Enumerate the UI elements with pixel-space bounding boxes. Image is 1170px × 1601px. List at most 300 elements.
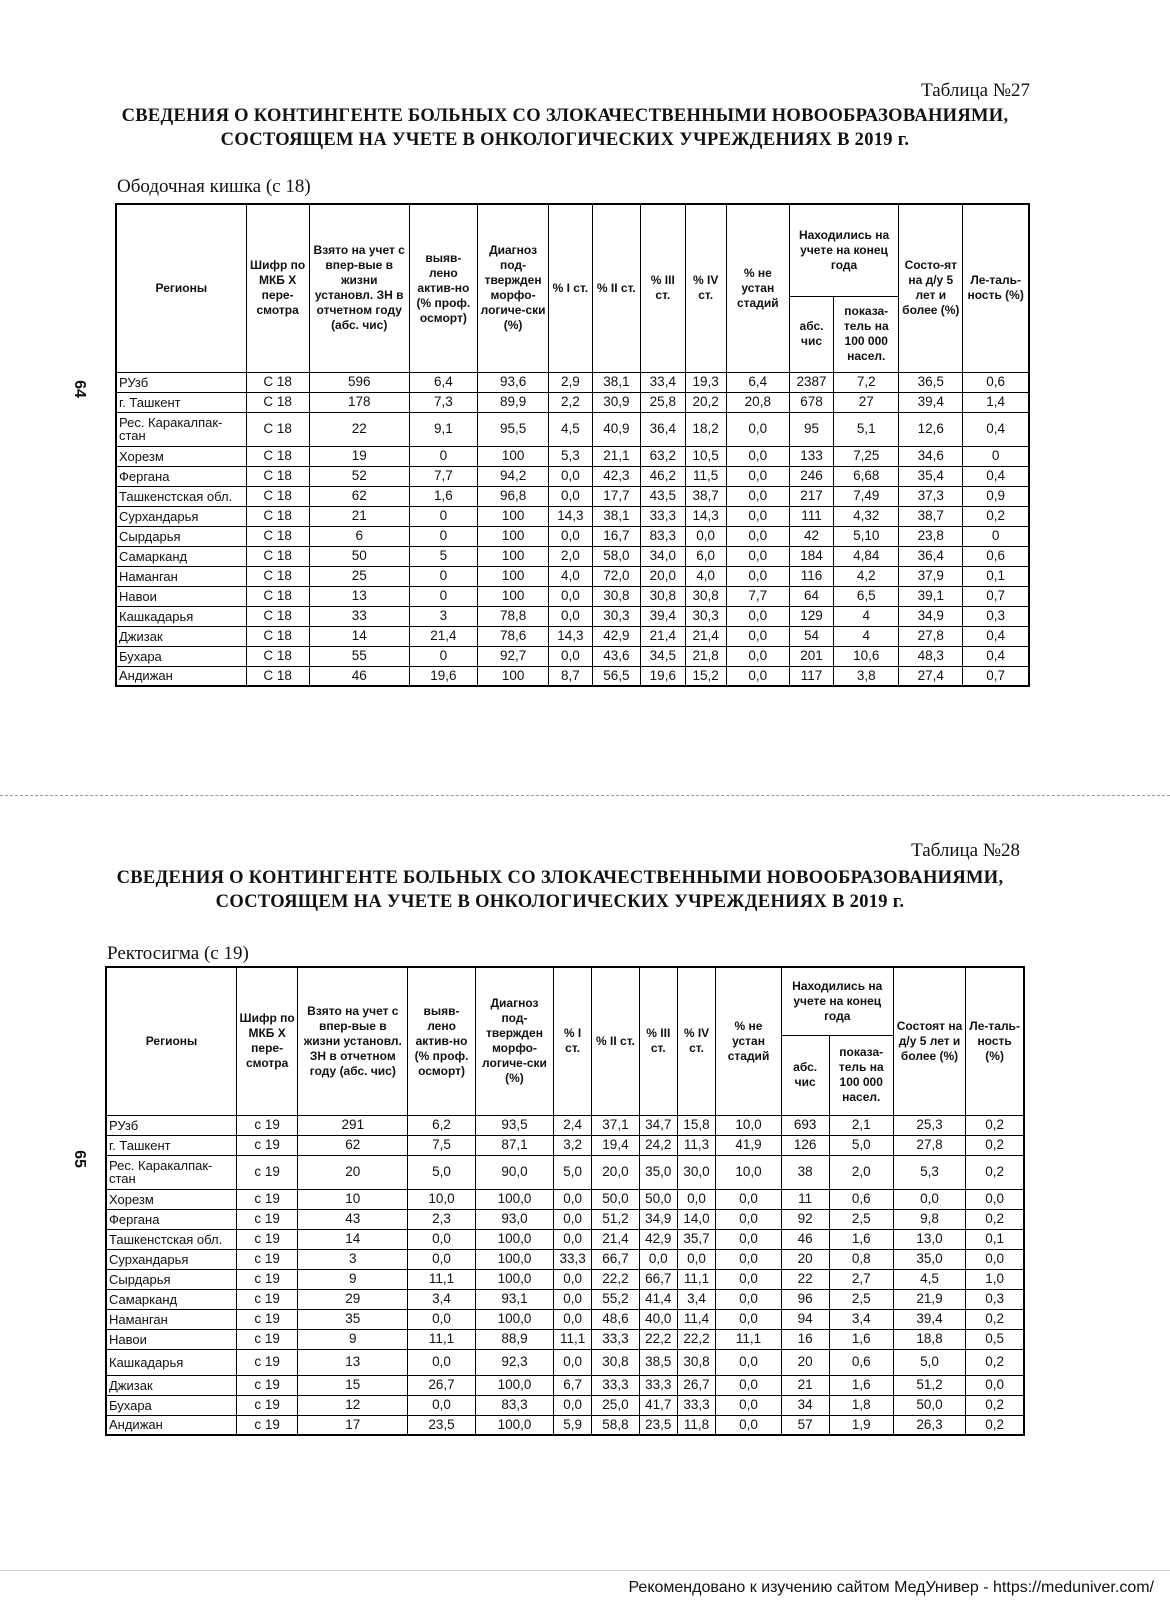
- cell-five-years: 38,7: [899, 506, 963, 526]
- footer-text: Рекомендовано к изучению сайтом МедУнивер - https://meduniver.com/: [628, 1579, 1154, 1596]
- cell-lethality: 0,9: [963, 486, 1029, 506]
- cell-stage-4: 6,0: [685, 546, 726, 566]
- cell-stage-1: 3,2: [554, 1135, 592, 1155]
- cell-active: 3,4: [408, 1289, 475, 1309]
- cell-taken: 14: [298, 1229, 408, 1249]
- cell-region: Наманган: [116, 566, 246, 586]
- cell-five-years: 39,4: [899, 392, 963, 412]
- cell-diagnosis: 100,0: [475, 1309, 554, 1329]
- cell-five-years: 27,8: [893, 1135, 965, 1155]
- cell-diagnosis: 93,5: [475, 1115, 554, 1135]
- cell-abs: 95: [789, 412, 833, 446]
- cell-no-stage: 0,0: [716, 1249, 781, 1269]
- cell-stage-1: 0,0: [549, 486, 592, 506]
- cell-five-years: 21,9: [893, 1289, 965, 1309]
- cell-five-years: 5,3: [893, 1155, 965, 1189]
- cell-stage-2: 19,4: [591, 1135, 639, 1155]
- cell-rate: 27: [834, 392, 899, 412]
- cell-abs: 22: [781, 1269, 829, 1289]
- cell-abs: 21: [781, 1375, 829, 1395]
- header-five-years: Состо-ят на д/у 5 лет и более (%): [899, 204, 963, 372]
- cell-taken: 62: [298, 1135, 408, 1155]
- header-registered-group: Находились на учете на конец года: [789, 204, 898, 296]
- cell-lethality: 0,4: [963, 646, 1029, 666]
- cell-five-years: 27,8: [899, 626, 963, 646]
- cell-stage-4: 11,4: [677, 1309, 716, 1329]
- cell-stage-3: 30,8: [641, 586, 685, 606]
- cell-rate: 7,49: [834, 486, 899, 506]
- header-stage-4: % IV ст.: [677, 967, 716, 1115]
- cell-rate: 1,9: [829, 1415, 893, 1435]
- cell-no-stage: 0,0: [716, 1395, 781, 1415]
- cell-code: С 18: [246, 586, 309, 606]
- cell-diagnosis: 100: [477, 546, 548, 566]
- table-row: [106, 1329, 1024, 1349]
- cell-stage-3: 22,2: [639, 1329, 677, 1349]
- cell-region: Сурхандарья: [116, 506, 246, 526]
- cell-region: Андижан: [116, 666, 246, 686]
- cell-taken: 46: [309, 666, 409, 686]
- header-taken: Взято на учет с впер-вые в жизни установл. ЗН в отчетном году (абс. чис): [309, 204, 409, 372]
- cell-active: 0: [409, 586, 477, 606]
- cell-code: С 18: [246, 446, 309, 466]
- cell-rate: 1,8: [829, 1395, 893, 1415]
- cell-taken: 10: [298, 1189, 408, 1209]
- cell-rate: 4,32: [834, 506, 899, 526]
- cell-stage-2: 56,5: [592, 666, 641, 686]
- table-row: [116, 626, 1029, 646]
- cell-active: 0: [409, 646, 477, 666]
- cell-abs: 64: [789, 586, 833, 606]
- cell-stage-1: 11,1: [554, 1329, 592, 1349]
- cell-code: С 18: [246, 392, 309, 412]
- cell-stage-3: 43,5: [641, 486, 685, 506]
- cell-rate: 2,1: [829, 1115, 893, 1135]
- table-row: [116, 412, 1029, 446]
- cell-diagnosis: 93,0: [475, 1209, 554, 1229]
- cell-rate: 2,7: [829, 1269, 893, 1289]
- cell-abs: 693: [781, 1115, 829, 1135]
- cell-rate: 0,6: [829, 1349, 893, 1375]
- cell-code: С 18: [246, 626, 309, 646]
- cell-stage-2: 58,0: [592, 546, 641, 566]
- cell-stage-1: 5,9: [554, 1415, 592, 1435]
- cell-lethality: 0,2: [966, 1155, 1024, 1189]
- cell-code: с 19: [237, 1395, 298, 1415]
- header-diagnosis: Диагноз под-твержден морфо-логиче-ски (%): [475, 967, 554, 1115]
- header-active: выяв-лено актив-но (% проф. осморт): [408, 967, 475, 1115]
- header-stage-2: % II ст.: [592, 204, 641, 372]
- cell-lethality: 0,6: [963, 372, 1029, 392]
- cell-region: Самарканд: [106, 1289, 237, 1309]
- title-line-1: СВЕДЕНИЯ О КОНТИНГЕНТЕ БОЛЬНЫХ СО ЗЛОКАЧЕСТВЕННЫМИ НОВООБРАЗОВАНИЯМИ,: [116, 868, 1004, 888]
- header-stage-2: % II ст.: [591, 967, 639, 1115]
- cell-active: 26,7: [408, 1375, 475, 1395]
- cell-diagnosis: 100: [477, 526, 548, 546]
- cell-active: 11,1: [408, 1329, 475, 1349]
- cell-lethality: 0,2: [963, 506, 1029, 526]
- cell-lethality: 0,2: [966, 1349, 1024, 1375]
- header-code: Шифр по МКБ X пере-смотра: [237, 967, 298, 1115]
- cell-diagnosis: 78,6: [477, 626, 548, 646]
- cell-five-years: 4,5: [893, 1269, 965, 1289]
- table-row: [116, 526, 1029, 546]
- cell-stage-2: 30,8: [592, 586, 641, 606]
- table-row: [116, 646, 1029, 666]
- cell-five-years: 23,8: [899, 526, 963, 546]
- cell-code: с 19: [237, 1329, 298, 1349]
- header-stage-1: % I ст.: [549, 204, 592, 372]
- cell-region: Кашкадарья: [106, 1349, 237, 1375]
- cell-diagnosis: 100,0: [475, 1415, 554, 1435]
- cell-code: С 18: [246, 506, 309, 526]
- cell-code: С 18: [246, 666, 309, 686]
- cell-stage-2: 42,3: [592, 466, 641, 486]
- cell-stage-4: 0,0: [677, 1249, 716, 1269]
- cell-no-stage: 0,0: [726, 606, 789, 626]
- cell-abs: 57: [781, 1415, 829, 1435]
- cell-abs: 46: [781, 1229, 829, 1249]
- cell-taken: 9: [298, 1329, 408, 1349]
- cell-five-years: 48,3: [899, 646, 963, 666]
- cell-code: с 19: [237, 1249, 298, 1269]
- cell-taken: 17: [298, 1415, 408, 1435]
- cell-stage-4: 3,4: [677, 1289, 716, 1309]
- cell-region: г. Ташкент: [106, 1135, 237, 1155]
- cell-diagnosis: 92,7: [477, 646, 548, 666]
- cell-stage-4: 14,3: [685, 506, 726, 526]
- title-line-2: СОСТОЯЩЕМ НА УЧЕТЕ В ОНКОЛОГИЧЕСКИХ УЧРЕЖДЕНИЯХ В 2019 г.: [215, 892, 905, 912]
- cell-code: с 19: [237, 1269, 298, 1289]
- cell-region: Наманган: [106, 1309, 237, 1329]
- cell-active: 23,5: [408, 1415, 475, 1435]
- cell-no-stage: 0,0: [716, 1309, 781, 1329]
- table-row: [116, 372, 1029, 392]
- cell-code: С 18: [246, 546, 309, 566]
- cell-stage-1: 0,0: [549, 526, 592, 546]
- table-row: [116, 546, 1029, 566]
- cell-region: Фергана: [116, 466, 246, 486]
- cell-code: с 19: [237, 1115, 298, 1135]
- cell-no-stage: 0,0: [726, 446, 789, 466]
- cell-taken: 14: [309, 626, 409, 646]
- cell-stage-2: 33,3: [591, 1329, 639, 1349]
- cell-no-stage: 10,0: [716, 1115, 781, 1135]
- cell-active: 6,2: [408, 1115, 475, 1135]
- cell-no-stage: 0,0: [726, 526, 789, 546]
- cell-active: 5: [409, 546, 477, 566]
- cell-five-years: 39,1: [899, 586, 963, 606]
- cell-stage-3: 33,3: [639, 1375, 677, 1395]
- cell-stage-4: 30,8: [685, 586, 726, 606]
- header-active: выяв-лено актив-но (% проф. осморт): [409, 204, 477, 372]
- cell-rate: 5,10: [834, 526, 899, 546]
- cell-stage-3: 42,9: [639, 1229, 677, 1249]
- cell-taken: 50: [309, 546, 409, 566]
- cell-rate: 6,68: [834, 466, 899, 486]
- cell-stage-2: 42,9: [592, 626, 641, 646]
- cell-abs: 20: [781, 1349, 829, 1375]
- cell-stage-3: 41,7: [639, 1395, 677, 1415]
- cell-five-years: 0,0: [893, 1189, 965, 1209]
- cell-region: Навои: [106, 1329, 237, 1349]
- cell-stage-2: 21,4: [591, 1229, 639, 1249]
- cell-code: С 18: [246, 566, 309, 586]
- cell-stage-4: 4,0: [685, 566, 726, 586]
- cell-stage-3: 33,4: [641, 372, 685, 392]
- cell-lethality: 0,0: [966, 1375, 1024, 1395]
- cell-stage-2: 21,1: [592, 446, 641, 466]
- cell-abs: 92: [781, 1209, 829, 1229]
- cell-five-years: 37,3: [899, 486, 963, 506]
- cell-lethality: 1,4: [963, 392, 1029, 412]
- cell-stage-3: 39,4: [641, 606, 685, 626]
- cell-stage-3: 41,4: [639, 1289, 677, 1309]
- cell-diagnosis: 87,1: [475, 1135, 554, 1155]
- cell-taken: 178: [309, 392, 409, 412]
- cell-no-stage: 0,0: [726, 546, 789, 566]
- cell-five-years: 5,0: [893, 1349, 965, 1375]
- header-registered-group: Находились на учете на конец года: [781, 967, 893, 1035]
- cell-taken: 596: [309, 372, 409, 392]
- cell-rate: 4,84: [834, 546, 899, 566]
- cell-region: Бухара: [116, 646, 246, 666]
- cell-stage-2: 30,3: [592, 606, 641, 626]
- cell-no-stage: 0,0: [716, 1209, 781, 1229]
- cell-stage-3: 46,2: [641, 466, 685, 486]
- cell-stage-1: 0,0: [554, 1309, 592, 1329]
- cell-abs: 133: [789, 446, 833, 466]
- cell-rate: 3,8: [834, 666, 899, 686]
- cell-no-stage: 0,0: [716, 1269, 781, 1289]
- cell-stage-4: 35,7: [677, 1229, 716, 1249]
- cell-diagnosis: 78,8: [477, 606, 548, 626]
- cell-diagnosis: 100,0: [475, 1249, 554, 1269]
- cell-taken: 15: [298, 1375, 408, 1395]
- cell-region: Кашкадарья: [116, 606, 246, 626]
- cell-rate: 4: [834, 606, 899, 626]
- table-row: [116, 666, 1029, 686]
- header-region: Регионы: [116, 204, 246, 372]
- cell-code: с 19: [237, 1209, 298, 1229]
- cell-stage-1: 0,0: [554, 1209, 592, 1229]
- cell-taken: 9: [298, 1269, 408, 1289]
- cell-no-stage: 0,0: [716, 1349, 781, 1375]
- cell-region: Джизак: [106, 1375, 237, 1395]
- cell-diagnosis: 100: [477, 446, 548, 466]
- cell-lethality: 0,4: [963, 626, 1029, 646]
- cell-stage-2: 30,9: [592, 392, 641, 412]
- cell-lethality: 0,7: [963, 586, 1029, 606]
- cell-abs: 126: [781, 1135, 829, 1155]
- cell-lethality: 0,3: [963, 606, 1029, 626]
- table-row: [116, 506, 1029, 526]
- header-no-stage: % не устан стадий: [716, 967, 781, 1115]
- cell-diagnosis: 100,0: [475, 1269, 554, 1289]
- cell-abs: 111: [789, 506, 833, 526]
- cell-code: с 19: [237, 1309, 298, 1329]
- cell-stage-3: 38,5: [639, 1349, 677, 1375]
- cell-abs: 11: [781, 1189, 829, 1209]
- cell-region: г. Ташкент: [116, 392, 246, 412]
- cell-region: Навои: [116, 586, 246, 606]
- cell-stage-1: 2,2: [549, 392, 592, 412]
- cell-stage-4: 30,8: [677, 1349, 716, 1375]
- cell-diagnosis: 93,6: [477, 372, 548, 392]
- cell-stage-3: 20,0: [641, 566, 685, 586]
- header-stage-1: % I ст.: [554, 967, 592, 1115]
- table-row: [116, 392, 1029, 412]
- cell-stage-2: 38,1: [592, 372, 641, 392]
- cell-active: 0,0: [408, 1395, 475, 1415]
- cell-stage-4: 19,3: [685, 372, 726, 392]
- table-row: [106, 1135, 1024, 1155]
- cell-rate: 2,0: [829, 1155, 893, 1189]
- cell-stage-2: 50,0: [591, 1189, 639, 1209]
- cell-abs: 116: [789, 566, 833, 586]
- cell-five-years: 37,9: [899, 566, 963, 586]
- cell-stage-2: 25,0: [591, 1395, 639, 1415]
- cell-diagnosis: 100: [477, 566, 548, 586]
- cell-lethality: 0,5: [966, 1329, 1024, 1349]
- cell-abs: 20: [781, 1249, 829, 1269]
- data-table: [105, 966, 1025, 1436]
- cell-taken: 19: [309, 446, 409, 466]
- cell-lethality: 0,2: [966, 1209, 1024, 1229]
- table-row: [106, 1189, 1024, 1209]
- cell-rate: 6,5: [834, 586, 899, 606]
- cell-stage-1: 4,5: [549, 412, 592, 446]
- table-subtitle: Ректосигма (с 19): [107, 943, 249, 964]
- cell-no-stage: 0,0: [716, 1189, 781, 1209]
- cell-active: 0: [409, 446, 477, 466]
- table-row: [106, 1249, 1024, 1269]
- cell-active: 0,0: [408, 1349, 475, 1375]
- cell-no-stage: 0,0: [726, 666, 789, 686]
- cell-diagnosis: 88,9: [475, 1329, 554, 1349]
- cell-stage-3: 63,2: [641, 446, 685, 466]
- cell-taken: 43: [298, 1209, 408, 1229]
- cell-stage-2: 40,9: [592, 412, 641, 446]
- cell-stage-2: 58,8: [591, 1415, 639, 1435]
- cell-stage-2: 17,7: [592, 486, 641, 506]
- cell-taken: 21: [309, 506, 409, 526]
- cell-no-stage: 0,0: [726, 412, 789, 446]
- cell-abs: 34: [781, 1395, 829, 1415]
- cell-stage-2: 38,1: [592, 506, 641, 526]
- cell-stage-4: 21,4: [685, 626, 726, 646]
- cell-lethality: 0,4: [963, 466, 1029, 486]
- cell-stage-2: 22,2: [591, 1269, 639, 1289]
- cell-taken: 20: [298, 1155, 408, 1189]
- cell-region: Андижан: [106, 1415, 237, 1435]
- cell-stage-3: 33,3: [641, 506, 685, 526]
- cell-code: с 19: [237, 1229, 298, 1249]
- header-rate: показа-тель на 100 000 насел.: [834, 296, 899, 372]
- cell-stage-4: 22,2: [677, 1329, 716, 1349]
- table-row: [116, 486, 1029, 506]
- cell-stage-2: 72,0: [592, 566, 641, 586]
- cell-rate: 2,5: [829, 1209, 893, 1229]
- cell-region: Рес. Каракалпак-стан: [106, 1155, 237, 1189]
- header-stage-3: % III ст.: [639, 967, 677, 1115]
- cell-active: 21,4: [409, 626, 477, 646]
- cell-five-years: 51,2: [893, 1375, 965, 1395]
- cell-stage-1: 5,3: [549, 446, 592, 466]
- cell-active: 0: [409, 566, 477, 586]
- cell-stage-1: 0,0: [554, 1349, 592, 1375]
- cell-abs: 38: [781, 1155, 829, 1189]
- cell-taken: 29: [298, 1289, 408, 1309]
- cell-taken: 13: [298, 1349, 408, 1375]
- cell-lethality: 0,2: [966, 1395, 1024, 1415]
- table-subtitle: Ободочная кишка (с 18): [117, 176, 311, 197]
- cell-active: 0,0: [408, 1229, 475, 1249]
- cell-lethality: 0,6: [963, 546, 1029, 566]
- data-table: [115, 203, 1030, 687]
- cell-stage-1: 0,0: [549, 606, 592, 626]
- cell-stage-4: 38,7: [685, 486, 726, 506]
- cell-abs: 184: [789, 546, 833, 566]
- cell-five-years: 36,5: [899, 372, 963, 392]
- cell-active: 7,7: [409, 466, 477, 486]
- cell-stage-1: 33,3: [554, 1249, 592, 1269]
- cell-stage-4: 15,8: [677, 1115, 716, 1135]
- cell-region: РУзб: [106, 1115, 237, 1135]
- cell-stage-3: 35,0: [639, 1155, 677, 1189]
- cell-abs: 246: [789, 466, 833, 486]
- header-diagnosis: Диагноз под-твержден морфо-логиче-ски (%): [477, 204, 548, 372]
- cell-no-stage: 7,7: [726, 586, 789, 606]
- cell-code: с 19: [237, 1375, 298, 1395]
- cell-taken: 22: [309, 412, 409, 446]
- cell-five-years: 35,0: [893, 1249, 965, 1269]
- table-row: [116, 466, 1029, 486]
- cell-diagnosis: 100,0: [475, 1375, 554, 1395]
- cell-rate: 1,6: [829, 1229, 893, 1249]
- table-number: Таблица №28: [911, 840, 1020, 861]
- table-row: [106, 1309, 1024, 1329]
- cell-stage-1: 8,7: [549, 666, 592, 686]
- cell-taken: 13: [309, 586, 409, 606]
- cell-code: С 18: [246, 486, 309, 506]
- cell-region: Хорезм: [116, 446, 246, 466]
- cell-abs: 54: [789, 626, 833, 646]
- cell-active: 0,0: [408, 1309, 475, 1329]
- cell-taken: 52: [309, 466, 409, 486]
- cell-rate: 5,1: [834, 412, 899, 446]
- cell-stage-4: 11,5: [685, 466, 726, 486]
- table-row: [116, 586, 1029, 606]
- cell-stage-4: 15,2: [685, 666, 726, 686]
- cell-stage-2: 37,1: [591, 1115, 639, 1135]
- cell-stage-2: 43,6: [592, 646, 641, 666]
- cell-lethality: 0,4: [963, 412, 1029, 446]
- cell-abs: 96: [781, 1289, 829, 1309]
- cell-rate: 0,6: [829, 1189, 893, 1209]
- cell-lethality: 0,2: [966, 1415, 1024, 1435]
- table-title: [100, 104, 1030, 152]
- header-lethality: Ле-таль-ность (%): [963, 204, 1029, 372]
- cell-taken: 12: [298, 1395, 408, 1415]
- cell-region: Бухара: [106, 1395, 237, 1415]
- cell-rate: 7,2: [834, 372, 899, 392]
- cell-lethality: 0,0: [966, 1249, 1024, 1269]
- cell-active: 11,1: [408, 1269, 475, 1289]
- cell-lethality: 1,0: [966, 1269, 1024, 1289]
- cell-active: 10,0: [408, 1189, 475, 1209]
- cell-no-stage: 41,9: [716, 1135, 781, 1155]
